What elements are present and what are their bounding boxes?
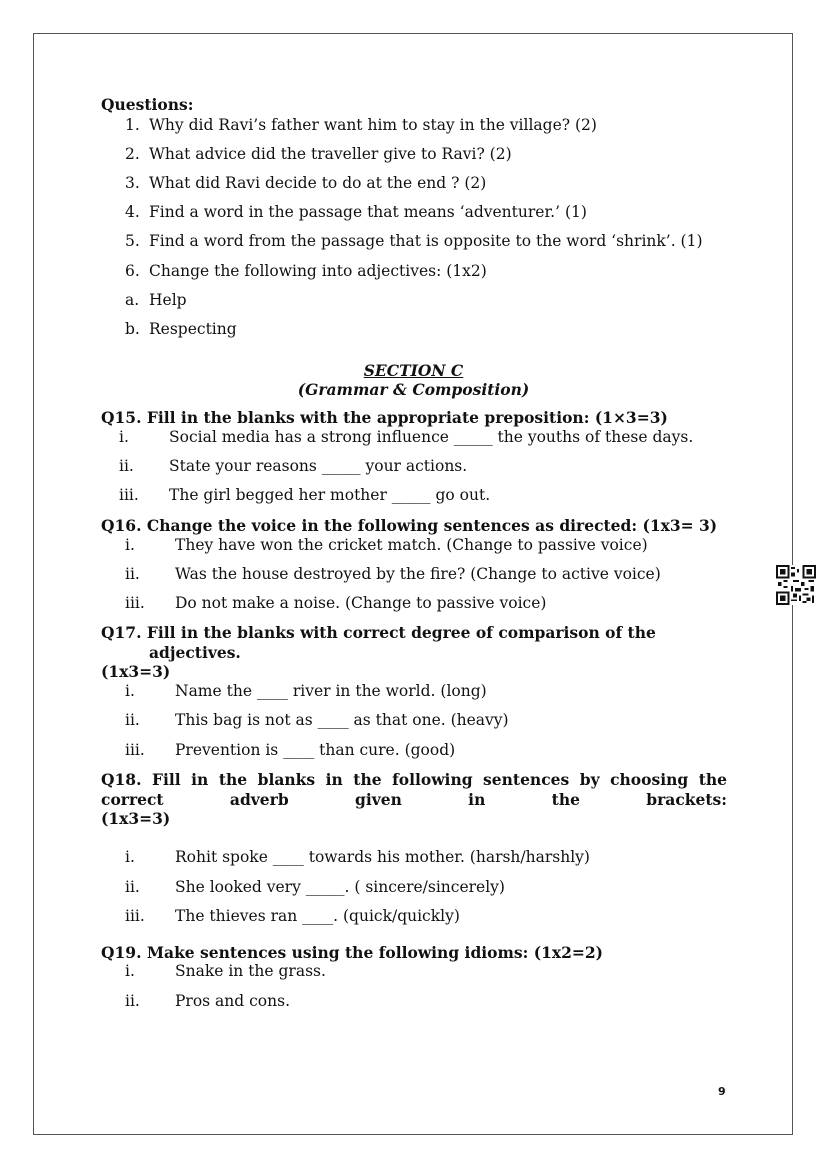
item-number: i. [125,848,135,866]
question-number: a. [125,291,140,309]
section-title: SECTION C [363,361,464,380]
item-text: This bag is not as ____ as that one. (heavy) [175,711,509,729]
question-number: 5. [125,232,140,250]
item-text: Pros and cons. [175,992,291,1010]
item-number: i. [125,682,135,700]
question-text: Respecting [149,320,237,338]
question-number: 1. [125,116,140,134]
item-number: i. [125,536,135,554]
item-text: Social media has a strong influence _____ the youths of these days. [169,428,694,446]
qr-code-icon [776,565,816,605]
item-text: Name the ____ river in the world. (long) [175,682,487,700]
item-number: ii. [125,711,140,729]
item-number: ii. [125,992,140,1010]
item-text: The thieves ran ____. (quick/quickly) [175,907,460,925]
question-text: Help [149,291,187,309]
question-text: Find a word from the passage that is opposite to the word ‘shrink’. (1) [149,232,703,250]
question-number: b. [125,320,140,338]
item-number: i. [125,962,135,980]
q15-heading: Q15. Fill in the blanks with the appropriate preposition: (1×3=3) [101,408,668,427]
item-number: iii. [125,594,145,612]
item-text: She looked very _____. ( sincere/sincerely) [175,878,505,896]
question-text: What advice did the traveller give to Ravi? (2) [149,145,512,163]
q17-heading-continued: adjectives. [149,643,241,662]
question-number: 3. [125,174,140,192]
item-text: Rohit spoke ____ towards his mother. (harsh/harshly) [175,848,590,866]
question-number: 2. [125,145,140,163]
page-border [33,33,793,1135]
question-number: 6. [125,262,140,280]
item-number: ii. [125,565,140,583]
question-text: Find a word in the passage that means ‘adventurer.’ (1) [149,203,587,221]
q17-heading: Q17. Fill in the blanks with correct degree of comparison of the [101,623,656,642]
question-text: Why did Ravi’s father want him to stay in the village? (2) [149,116,597,134]
q18-marks: (1x3=3) [101,809,171,828]
item-number: iii. [119,486,139,504]
item-number: iii. [125,907,145,925]
item-text: The girl begged her mother _____ go out. [169,486,491,504]
item-number: i. [119,428,129,446]
section-subtitle: (Grammar & Composition) [297,380,530,399]
item-number: iii. [125,741,145,759]
item-text: They have won the cricket match. (Change to passive voice) [175,536,648,554]
item-number: ii. [125,878,140,896]
item-text: Do not make a noise. (Change to passive voice) [175,594,547,612]
item-text: Prevention is ____ than cure. (good) [175,741,456,759]
q18-heading: Q18. Fill in the blanks in the following sentences by choosing the [101,770,727,789]
question-text: Change the following into adjectives: (1x2) [149,262,487,280]
q18-heading-continued: correct adverb given in the brackets: [101,790,727,809]
q16-heading: Q16. Change the voice in the following sentences as directed: (1x3= 3) [101,516,718,535]
item-number: ii. [119,457,134,475]
item-text: Was the house destroyed by the fire? (Change to active voice) [175,565,661,583]
questions-heading: Questions: [101,95,194,114]
question-number: 4. [125,203,140,221]
q19-heading: Q19. Make sentences using the following idioms: (1x2=2) [101,943,604,962]
q17-marks: (1x3=3) [101,662,171,681]
question-text: What did Ravi decide to do at the end ? (2) [149,174,487,192]
page-number: 9 [718,1085,726,1098]
item-text: Snake in the grass. [175,962,326,980]
item-text: State your reasons _____ your actions. [169,457,468,475]
